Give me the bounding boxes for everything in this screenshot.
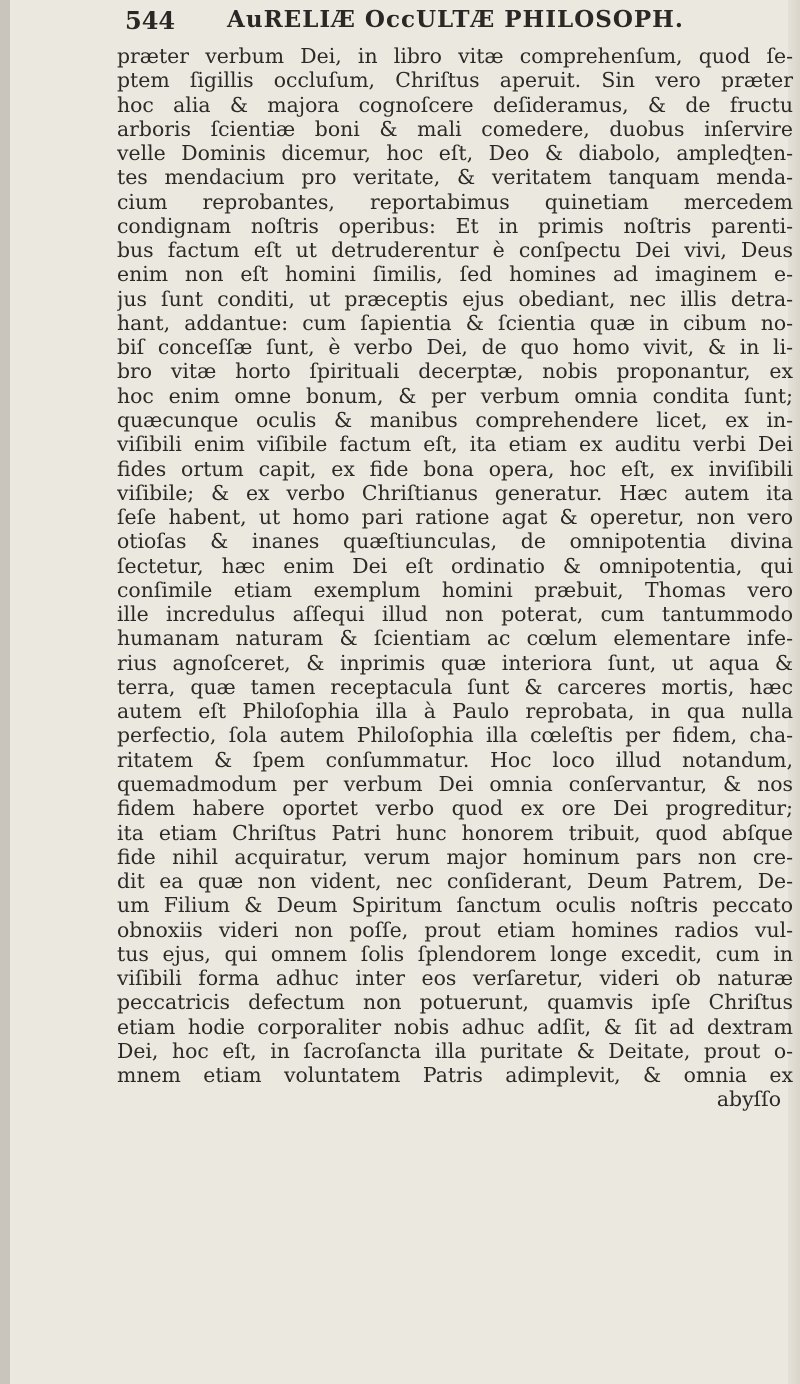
text-line: quæcunque oculis & manibus comprehendere licet, ex in- [117, 407, 793, 432]
text-line: ſeſe habent, ut homo pari ratione agat & operetur, non vero [117, 505, 793, 530]
text-line: etiam hodie corporaliter nobis adhuc adſit, & ſit ad dextram [117, 1014, 793, 1039]
text-line: um Filium & Deum Spiritum ſanctum oculis noſtris peccato [117, 893, 793, 918]
text-line: bro vitæ horto ſpirituali decerptæ, nobis proponantur, ex [117, 359, 793, 384]
text-line: otioſas & inanes quæſtiunculas, de omnipotentia divina [117, 529, 793, 554]
text-line: ille incredulus aſſequi illud non poterat, cum tantummodo [117, 602, 793, 627]
text-line: viſibile; & ex verbo Chriſtianus generatur. Hæc autem ita [117, 480, 793, 505]
text-line: ptem ſigillis occluſum, Chriſtus aperuit. Sin vero præter [117, 68, 793, 93]
body-text [117, 44, 793, 1112]
text-line: rius agnoſceret, & inprimis quæ interiora ſunt, ut aqua & [117, 650, 793, 675]
text-line: autem eſt Philoſophia illa à Paulo reprobata, in qua nulla [117, 699, 793, 724]
text-line: jus ſunt conditi, ut præceptis ejus obediant, nec illis detra- [117, 286, 793, 311]
text-line: quemadmodum per verbum Dei omnia conſervantur, & nos [117, 771, 793, 796]
text-line: Dei, hoc eſt, in ſacroſancta illa puritate & Deitate, prout o- [117, 1038, 793, 1063]
text-line: fidem habere oportet verbo quod ex ore Dei progreditur; [117, 796, 793, 821]
text-line: hoc enim omne bonum, & per verbum omnia condita ſunt; [117, 383, 793, 408]
page-number: 544 [125, 6, 176, 35]
text-line: condignam noſtris operibus: Et in primis noſtris parenti- [117, 213, 793, 238]
text-line: mnem etiam voluntatem Patris adimplevit, & omnia ex [117, 1063, 793, 1088]
text-line: terra, quæ tamen receptacula ſunt & carceres mortis, hæc [117, 674, 793, 699]
text-line: viſibili enim viſibile factum eſt, ita etiam ex auditu verbi Dei [117, 432, 793, 457]
text-line: obnoxiis videri non poſſe, prout etiam homines radios vul- [117, 917, 793, 942]
text-line: velle Dominis dicemur, hoc eſt, Deo & diabolo, ampleɖten- [117, 141, 793, 166]
text-line: fide nihil acquiratur, verum major hominum pars non cre- [117, 844, 793, 869]
text-line: perfectio, ſola autem Philoſophia illa cœleſtis per fidem, cha- [117, 723, 793, 748]
text-line: humanam naturam & ſcientiam ac cœlum elementare infe- [117, 626, 793, 651]
text-line: tes mendacium pro veritate, & veritatem tanquam menda- [117, 165, 793, 190]
text-line: cium reprobantes, reportabimus quinetiam mercedem [117, 189, 793, 214]
text-line: dit ea quæ non vident, nec conſiderant, Deum Patrem, De- [117, 869, 793, 894]
text-line: tus ejus, qui omnem ſolis ſplendorem longe excedit, cum in [117, 941, 793, 966]
text-line: conſimile etiam exemplum homini præbuit, Thomas vero [117, 577, 793, 602]
text-line: hant, addantue: cum ſapientia & ſcientia quæ in cibum no- [117, 310, 793, 335]
text-line: viſibili forma adhuc inter eos verſaretur, videri ob naturæ [117, 966, 793, 991]
binding-shadow [0, 0, 10, 1384]
text-line: præter verbum Dei, in libro vitæ comprehenſum, quod ſe- [117, 44, 793, 68]
text-line: ſectetur, hæc enim Dei eſt ordinatio & omnipotentia, qui [117, 553, 793, 578]
running-head: AuRELIÆ OccULTÆ PHILOSOPH. [227, 6, 684, 33]
text-line: enim non eſt homini ſimilis, ſed homines ad imaginem e- [117, 262, 793, 287]
text-line: ita etiam Chriſtus Patri hunc honorem tribuit, quod abſque [117, 820, 793, 845]
text-line: peccatricis defectum non potuerunt, quamvis ipſe Chriſtus [117, 990, 793, 1015]
text-line: bus factum eſt ut detruderentur è conſpectu Dei vivi, Deus [117, 238, 793, 263]
text-line: ritatem & ſpem conſummatur. Hoc loco illud notandum, [117, 747, 793, 772]
text-line: arboris ſcientiæ boni & mali comedere, duobus inſervire [117, 116, 793, 141]
page-header [125, 2, 775, 42]
catchword: abyſſo [716, 1087, 781, 1112]
text-line: fides ortum capit, ex fide bona opera, hoc eſt, ex inviſibili [117, 456, 793, 481]
text-line: biſ conceſſæ ſunt, è verbo Dei, de quo homo vivit, & in li- [117, 335, 793, 360]
text-line: hoc alia & majora cognoſcere deſideramus, & de fructu [117, 92, 793, 117]
